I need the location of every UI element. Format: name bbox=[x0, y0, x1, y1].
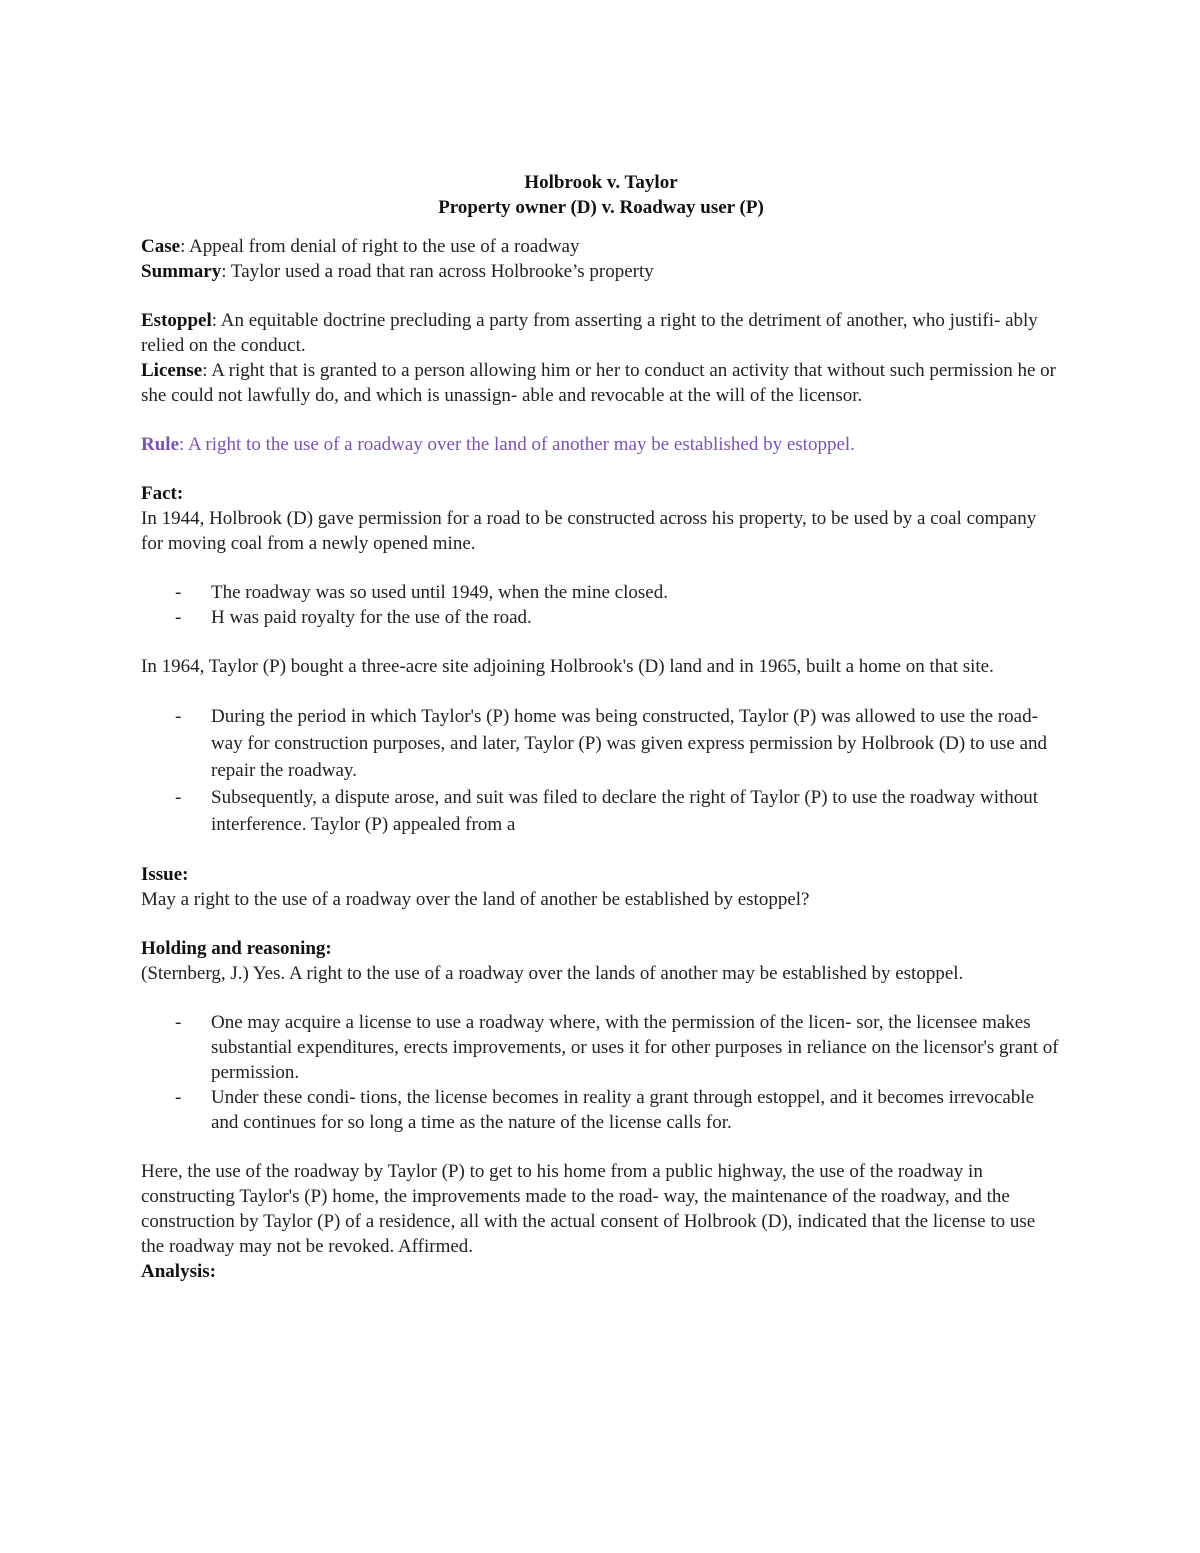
list-item: - Under these condi- tions, the license becomes in reality a grant through estoppel, and it becomes irrevocable and continues for so long a time as the nature of the license calls for. bbox=[211, 1085, 1061, 1135]
case-line bbox=[141, 234, 1061, 259]
license-definition bbox=[141, 358, 1061, 408]
license-text: : A right that is granted to a person allowing him or her to conduct an activity that without such permission he or she could not lawfully do, and which is unassign- able and revocable at the will of the licensor. bbox=[141, 360, 1057, 406]
rule-label: Rule bbox=[141, 434, 179, 455]
list-item: - The roadway was so used until 1949, when the mine closed. bbox=[211, 580, 1061, 605]
holding-list bbox=[141, 1010, 1061, 1135]
fact-paragraph-2: In 1964, Taylor (P) bought a three-acre site adjoining Holbrook's (D) land and in 1965, built a home on that site. bbox=[141, 656, 994, 677]
rule-text: : A right to the use of a roadway over the land of another may be established by estoppel. bbox=[179, 434, 855, 455]
holding-heading: Holding and reasoning: bbox=[141, 938, 332, 959]
fact-list-2 bbox=[141, 703, 1061, 838]
fact-list-1 bbox=[141, 580, 1061, 630]
document-page bbox=[141, 170, 1061, 1284]
list-item: - One may acquire a license to use a roadway where, with the permission of the licen- sor, the licensee makes substantial expenditures, erects improvements, or uses it for other purposes in reliance on the licensor's grant of permission. bbox=[211, 1010, 1061, 1085]
list-item: - H was paid royalty for the use of the road. bbox=[211, 605, 1061, 630]
summary-text: : Taylor used a road that ran across Holbrooke’s property bbox=[221, 261, 654, 282]
issue-heading: Issue: bbox=[141, 864, 189, 885]
estoppel-definition bbox=[141, 308, 1061, 358]
fact-heading: Fact: bbox=[141, 483, 184, 504]
holding-paragraph-2: Here, the use of the roadway by Taylor (P) to get to his home from a public highway, the use of the roadway in constructing Taylor's (P) home, the improvements made to the road- way, the maintenance of the roadway, and the construction by Taylor (P) of a residence, all with the actual consent of Holbrook (D), indicated that the license to use the roadway may not be revoked. Affirmed. bbox=[141, 1161, 1036, 1257]
estoppel-label: Estoppel bbox=[141, 310, 212, 331]
holding-paragraph-1: (Sternberg, J.) Yes. A right to the use of a roadway over the lands of another may be established by estoppel. bbox=[141, 963, 964, 984]
document-title: Holbrook v. Taylor bbox=[524, 172, 678, 193]
case-label: Case bbox=[141, 236, 181, 257]
list-item: - Subsequently, a dispute arose, and suit was filed to declare the right of Taylor (P) to use the roadway without interference. Taylor (P) appealed from a bbox=[211, 784, 1061, 838]
document-subtitle: Property owner (D) v. Roadway user (P) bbox=[438, 197, 764, 218]
estoppel-text: : An equitable doctrine precluding a party from asserting a right to the detriment of another, who justifi- ably relied on the conduct. bbox=[141, 310, 1038, 356]
analysis-heading: Analysis: bbox=[141, 1261, 216, 1282]
case-text: : Appeal from denial of right to the use of a roadway bbox=[180, 236, 580, 257]
rule-statement bbox=[141, 432, 1061, 457]
summary-label: Summary bbox=[141, 261, 222, 282]
summary-line bbox=[141, 259, 1061, 284]
license-label: License bbox=[141, 360, 203, 381]
fact-paragraph-1: In 1944, Holbrook (D) gave permission for a road to be constructed across his property, to be used by a coal company for moving coal from a newly opened mine. bbox=[141, 508, 1037, 554]
list-item: - During the period in which Taylor's (P) home was being constructed, Taylor (P) was allowed to use the road- way for construction purposes, and later, Taylor (P) was given express permission by Holbrook (D) to use and repair the roadway. bbox=[211, 703, 1061, 784]
issue-text: May a right to the use of a roadway over the land of another be established by estoppel? bbox=[141, 889, 810, 910]
